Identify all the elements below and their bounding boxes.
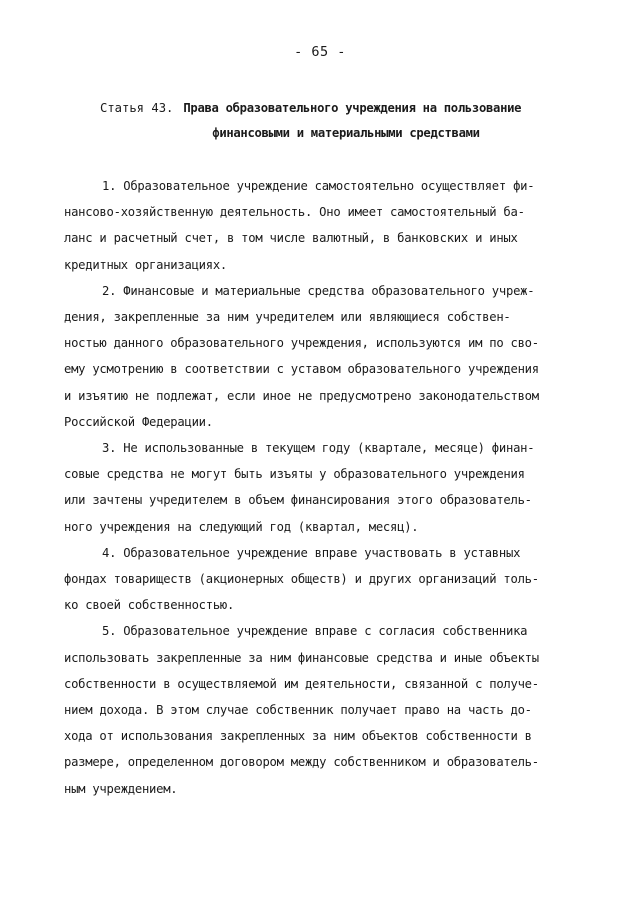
article-body — [64, 173, 576, 802]
text-line: 1. Образовательное учреждение самостоятельно осуществляет фи- — [102, 179, 535, 193]
text-line: ностью данного образовательного учреждения, используются им по сво- — [64, 336, 539, 351]
text-line: дения, закрепленные за ним учредителем или являющиеся собствен- — [64, 310, 511, 325]
paragraph-3 — [64, 435, 576, 540]
text-line: ко своей собственностью. — [64, 598, 235, 613]
text-line: ланс и расчетный счет, в том числе валютный, в банковских и иных — [64, 231, 518, 246]
text-line: 5. Образовательное учреждение вправе с согласия собственника — [102, 624, 528, 639]
text-line: хода от использования закрепленных за ним объектов собственности в — [64, 729, 532, 744]
text-line: и изъятию не подлежат, если иное не предусмотрено законодательством — [64, 388, 539, 403]
paragraph-2 — [64, 278, 576, 435]
text-line: ему усмотрению в соответствии с уставом образовательного учреждения — [64, 362, 539, 377]
text-line: нансово-хозяйственную деятельность. Оно имеет самостоятельный ба- — [64, 205, 525, 220]
paragraph-1 — [64, 173, 576, 278]
article-number: Статья 43. — [100, 101, 174, 115]
article-title-line-1: Права образовательного учреждения на пользование — [183, 101, 522, 115]
text-line: 2. Финансовые и материальные средства образовательного учреж- — [102, 283, 535, 298]
paragraph-5 — [64, 618, 576, 801]
text-line: фондах товариществ (акционерных обществ) и других организаций толь- — [64, 572, 539, 587]
article-heading — [100, 96, 580, 146]
text-line: Российской Федерации. — [64, 414, 213, 429]
text-line: кредитных организациях. — [64, 257, 228, 272]
text-line: совые средства не могут быть изъяты у образовательного учреждения — [64, 467, 525, 482]
article-title-line-2: финансовыми и материальными средствами — [212, 126, 480, 140]
text-line: размере, определенном договором между собственником и образователь- — [64, 755, 539, 770]
text-line: 4. Образовательное учреждение вправе участвовать в уставных — [102, 545, 521, 560]
paragraph-4 — [64, 540, 576, 619]
text-line: собственности в осуществляемой им деятельности, связанной с получе- — [64, 676, 539, 691]
text-line: нием дохода. В этом случае собственник получает право на часть до- — [64, 703, 532, 718]
text-line: или зачтены учредителем в объем финансирования этого образователь- — [64, 493, 532, 508]
page-number: - 65 - — [294, 44, 346, 60]
text-line: 3. Не использованные в текущем году (квартале, месяце) финан- — [102, 441, 535, 456]
text-line: ным учреждением. — [64, 781, 178, 796]
text-line: использовать закрепленные за ним финансовые средства и иные объекты — [64, 650, 539, 665]
article-heading-line-1 — [100, 96, 580, 121]
text-line: ного учреждения на следующий год (квартал, месяц). — [64, 519, 419, 534]
